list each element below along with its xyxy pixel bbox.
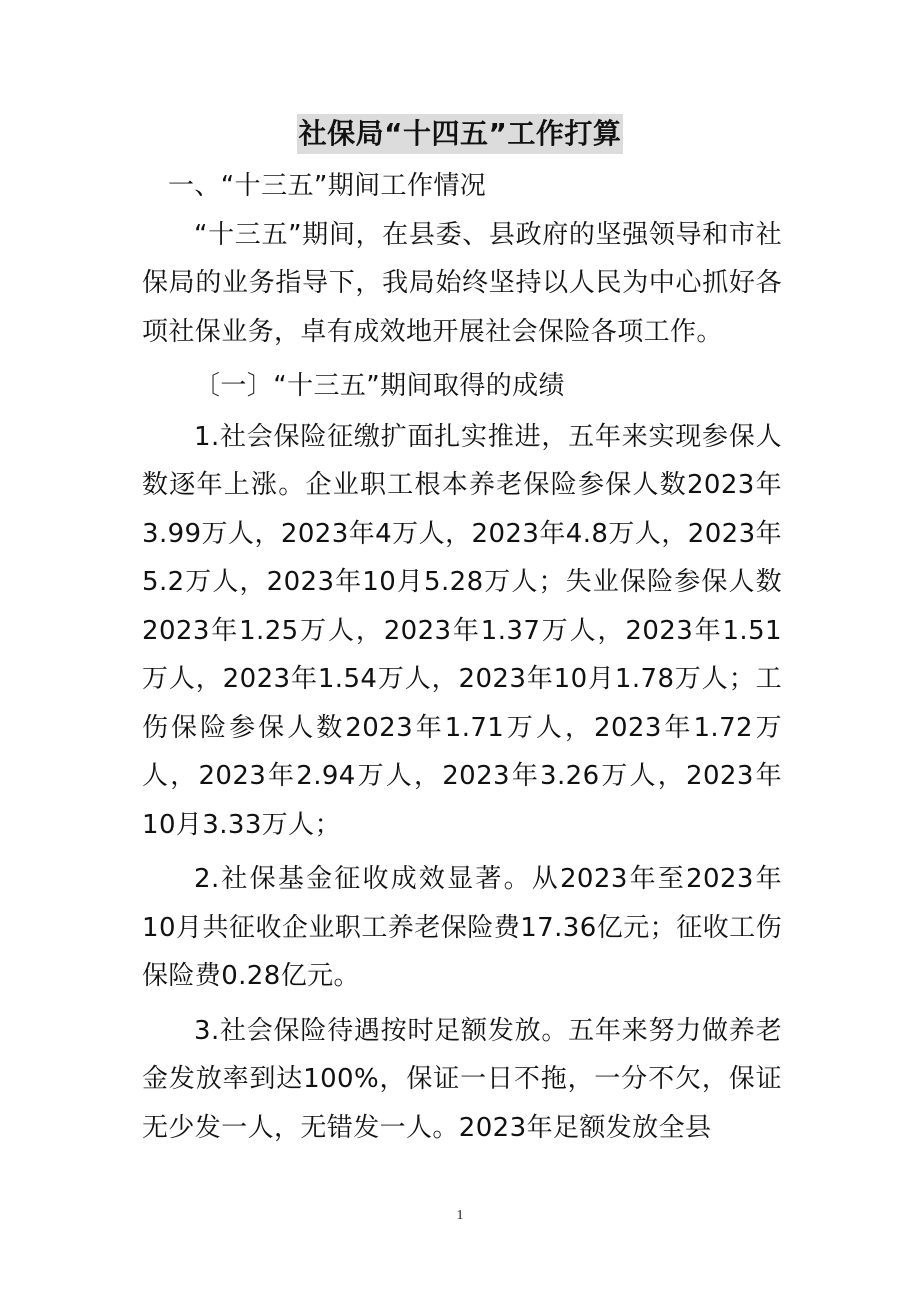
- section-heading-1: 一、“十三五”期间工作情况: [168, 171, 487, 201]
- paragraph-item-3: 3.社会保险待遇按时足额发放。五年来努力做养老金发放率到达100%，保证一日不拖，一分不欠，保证无少发一人，无错发一人。2023年足额发放全县: [142, 1015, 782, 1143]
- paragraph-item-2: 2.社保基金征收成效显著。从2023年至2023年10月共征收企业职工养老保险费17.36亿元；征收工伤保险费0.28亿元。: [142, 864, 782, 991]
- paragraph-intro: “十三五”期间，在县委、县政府的坚强领导和市社保局的业务指导下，我局始终坚持以人民为中心抓好各项社保业务，卓有成效地开展社会保险各项工作。: [142, 219, 782, 347]
- paragraph-item-1: 1.社会保险征缴扩面扎实推进，五年来实现参保人数逐年上涨。企业职工根本养老保险参保人数2023年3.99万人，2023年4万人，2023年4.8万人，2023年5.2万人，2023年10月5.28万人；失业保险参保人数2023年1.25万人，2023年1.37万人，2023年1.51万人，2023年1.54万人，2023年10月1.78万人；工伤保险参保人数2023年1.71万人，2023年1.72万人，2023年2.94万人，2023年3.26万人，2023年10月3.33万人；: [142, 421, 782, 840]
- title-container: [0, 114, 920, 154]
- document-body: [142, 162, 782, 1152]
- section-heading-achievements: 〔一〕“十三五”期间取得的成绩: [194, 371, 565, 401]
- document-title: 社保局“十四五”工作打算: [297, 114, 624, 154]
- page-number: 1: [456, 1208, 464, 1223]
